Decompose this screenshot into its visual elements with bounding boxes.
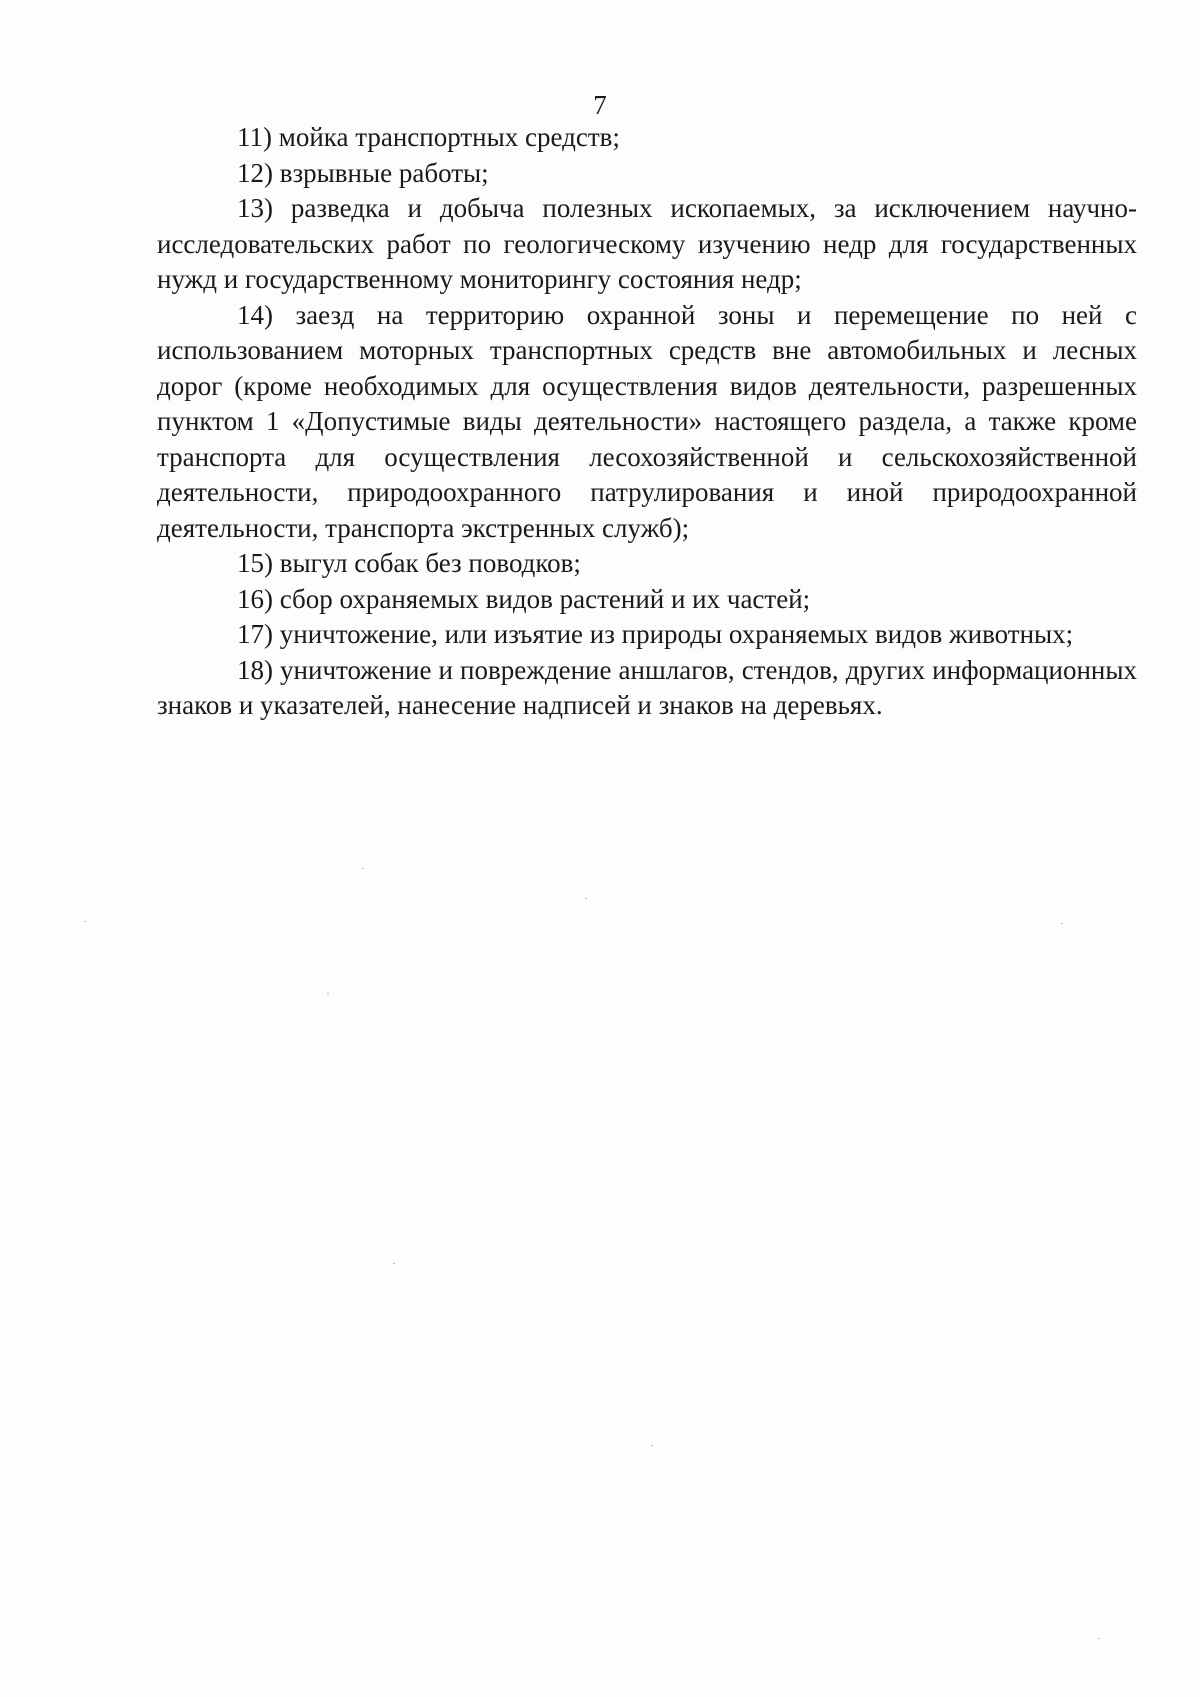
list-item: 14) заезд на территорию охранной зоны и перемещение по ней с использованием моторных транспортных средств вне автомобильных и лесных дорог (кроме необходимых для осуществления видов деятельности, разрешенных пунктом 1 «Допустимые виды деятельности» настоящего раздела, а также кроме транспорта для осуществления лесохозяйственной и сельскохозяйственной деятельности, природоохранного патрулирования и иной природоохранной деятельности, транспорта экстренных служб);	[157, 299, 1137, 543]
scan-speck	[1098, 1638, 1100, 1639]
document-body	[157, 120, 1137, 724]
list-item: 18) уничтожение и повреждение аншлагов, стендов, других информационных знаков и указателей, нанесение надписей и знаков на деревьях.	[157, 654, 1137, 720]
scan-speck	[393, 1263, 395, 1264]
list-item: 17) уничтожение, или изъятие из природы охраняемых видов животных;	[237, 619, 1074, 649]
list-item: 15) выгул собак без поводков;	[237, 548, 581, 578]
list-item: 11) мойка транспортных средств;	[237, 122, 620, 152]
scan-speck	[651, 1445, 653, 1446]
scan-speck	[84, 921, 86, 922]
list-item: 12) взрывные работы;	[237, 157, 489, 188]
page-number: 7	[593, 90, 607, 120]
scan-speck	[327, 993, 329, 994]
list-item: 13) разведка и добыча полезных ископаемых, за исключением научно-исследовательских работ по геологическому изучению недр для государственных нужд и государственному мониторингу состояния недр;	[157, 193, 1137, 294]
scan-speck	[1061, 923, 1063, 924]
scan-speck	[585, 898, 587, 899]
list-item: 16) сбор охраняемых видов растений и их частей;	[237, 583, 811, 614]
scan-speck	[362, 868, 364, 869]
